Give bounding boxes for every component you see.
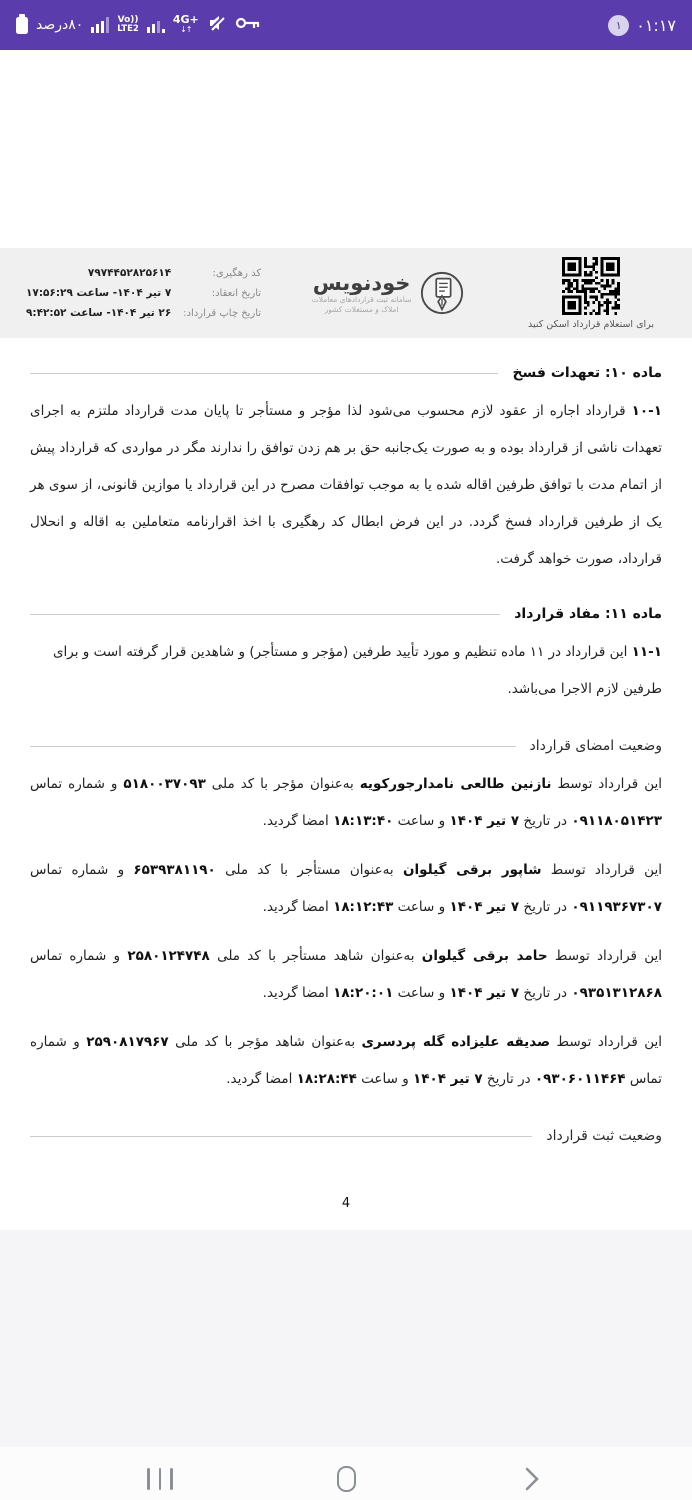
section-title: ماده ۱۰: تعهدات فسخ bbox=[512, 365, 662, 381]
section-divider bbox=[30, 373, 498, 374]
logo-subtitle-1: سامانه ثبت قراردادهای معاملات bbox=[311, 295, 412, 304]
key-icon bbox=[235, 15, 261, 35]
signature-paragraph: این قرارداد توسط حامد برقی گیلوان به‌عنوان شاهد مستأجر با کد ملی ۲۵۸۰۱۲۴۷۴۸ و شماره تماس ۰۹۳۵۱۳۱۲۸۶۸ در تاریخ ۷ تیر ۱۴۰۴ و ساعت ۱۸:۲۰:۰۱ امضا گردید. bbox=[30, 948, 663, 1001]
signature-paragraph: این قرارداد توسط نازنین طالعی نامدارجورکویه به‌عنوان مؤجر با کد ملی ۵۱۸۰۰۳۷۰۹۳ و شماره تماس ۰۹۱۱۸۰۵۱۴۲۳ در تاریخ ۷ تیر ۱۴۰۴ و ساعت ۱۸:۱۳:۴۰ امضا گردید. bbox=[30, 776, 662, 829]
signature-list bbox=[30, 766, 662, 1098]
section-divider bbox=[30, 746, 516, 747]
section-title: ماده ۱۱: مفاد قرارداد bbox=[514, 606, 662, 622]
section-divider bbox=[30, 614, 500, 615]
qr-block bbox=[516, 257, 666, 330]
home-button[interactable] bbox=[324, 1457, 368, 1500]
qr-code bbox=[562, 257, 620, 315]
signal-icon bbox=[91, 17, 109, 33]
battery-percent-label: ۸۰درصد bbox=[36, 17, 84, 33]
status-bar bbox=[0, 0, 692, 50]
recents-button[interactable] bbox=[138, 1457, 182, 1500]
back-icon bbox=[525, 1467, 539, 1491]
pen-logo-icon bbox=[419, 270, 465, 316]
page-top-margin bbox=[0, 50, 692, 248]
contract-header-band bbox=[0, 248, 692, 338]
mute-icon bbox=[207, 13, 227, 37]
clause-10-1: ۱۰-۱ قرارداد اجاره از عقود لازم محسوب می‌شود لذا مؤجر و مستأجر تا پایان مدت قرارداد ملتزم به اجرای تعهدات ناشی از قرارداد بوده و به صورت یک‌جانبه حق بر هم زدن توافق را ندارند مگر در مواردی که قرارداد پیش از اتمام مدت با توافق طرفین اقاله شده یا به موجب توافقات مصرح در این قرارداد یا موازین قانونی، از سوی هر یک از طرفین قرارداد فسخ گردد. در این فرض ابطال کد رهگیری با اخذ اقرارنامه متعاملین به اقاله و انحلال قرارداد، صورت خواهد گرفت. bbox=[30, 403, 662, 567]
logo-title: خودنویس bbox=[312, 271, 411, 295]
section-registration-status bbox=[30, 1128, 662, 1144]
tracking-code-label: کد رهگیری: bbox=[212, 268, 262, 279]
section-title: وضعیت ثبت قرارداد bbox=[546, 1128, 662, 1144]
4g-plus-icon: 4G+ ↓↑ bbox=[172, 13, 199, 34]
print-date-label: تاریخ چاپ قرارداد: bbox=[183, 308, 262, 319]
logo-subtitle-2: املاک و مستغلات کشور bbox=[324, 305, 399, 314]
signal-2-icon bbox=[147, 17, 165, 33]
contract-body bbox=[0, 365, 692, 1230]
section-divider bbox=[30, 1136, 532, 1137]
next-page-gap bbox=[0, 1230, 692, 1447]
section-article-11 bbox=[30, 606, 662, 622]
section-article-10 bbox=[30, 365, 662, 381]
contract-meta bbox=[26, 267, 261, 319]
signature-paragraph: این قرارداد توسط صدیقه علیزاده گله پردسری به‌عنوان شاهد مؤجر با کد ملی ۲۵۹۰۸۱۷۹۶۷ و شماره تماس ۰۹۳۰۶۰۱۱۴۶۴ در تاریخ ۷ تیر ۱۴۰۴ و ساعت ۱۸:۲۸:۴۴ امضا گردید. bbox=[30, 1034, 663, 1087]
tracking-code-value: ۷۹۷۴۴۵۲۸۲۵۶۱۴ bbox=[87, 267, 172, 279]
khodnevis-logo bbox=[312, 270, 466, 316]
alarm-icon: ۱ bbox=[608, 15, 629, 36]
clause-11-1: ۱۱-۱ این قرارداد در ۱۱ ماده تنظیم و مورد تأیید طرفین (مؤجر و مستأجر) و شاهدین قرار گرفته است و برای طرفین لازم الاجرا می‌باشد. bbox=[52, 644, 662, 697]
pdf-page bbox=[0, 50, 692, 1230]
conclusion-date-value: ۷ تیر ۱۴۰۴- ساعت ۱۷:۵۶:۲۹ bbox=[26, 287, 172, 299]
volte-icon: Vo)) LTE2 bbox=[117, 15, 139, 34]
status-indicators bbox=[16, 13, 261, 37]
navigation-bar bbox=[0, 1447, 692, 1500]
status-clock-area bbox=[608, 15, 676, 36]
qr-caption: برای استعلام قرارداد اسکن کنید bbox=[527, 318, 655, 330]
back-button[interactable] bbox=[510, 1457, 554, 1500]
home-icon bbox=[337, 1466, 356, 1492]
section-signing-status bbox=[30, 738, 662, 754]
print-date-value: ۲۶ تیر ۱۴۰۴- ساعت ۹:۴۲:۵۲ bbox=[26, 307, 172, 319]
recents-icon bbox=[147, 1468, 173, 1490]
conclusion-date-label: تاریخ انعقاد: bbox=[211, 288, 262, 299]
clock-label: ۰۱:۱۷ bbox=[636, 15, 676, 35]
battery-icon bbox=[16, 17, 28, 34]
signature-paragraph: این قرارداد توسط شاپور برقی گیلوان به‌عنوان مستأجر با کد ملی ۶۵۳۹۳۸۱۱۹۰ و شماره تماس ۰۹۱۱۹۳۶۷۳۰۷ در تاریخ ۷ تیر ۱۴۰۴ و ساعت ۱۸:۱۲:۴۳ امضا گردید. bbox=[30, 862, 662, 915]
section-title: وضعیت امضای قرارداد bbox=[529, 738, 662, 754]
page-number: 4 bbox=[341, 1196, 351, 1211]
